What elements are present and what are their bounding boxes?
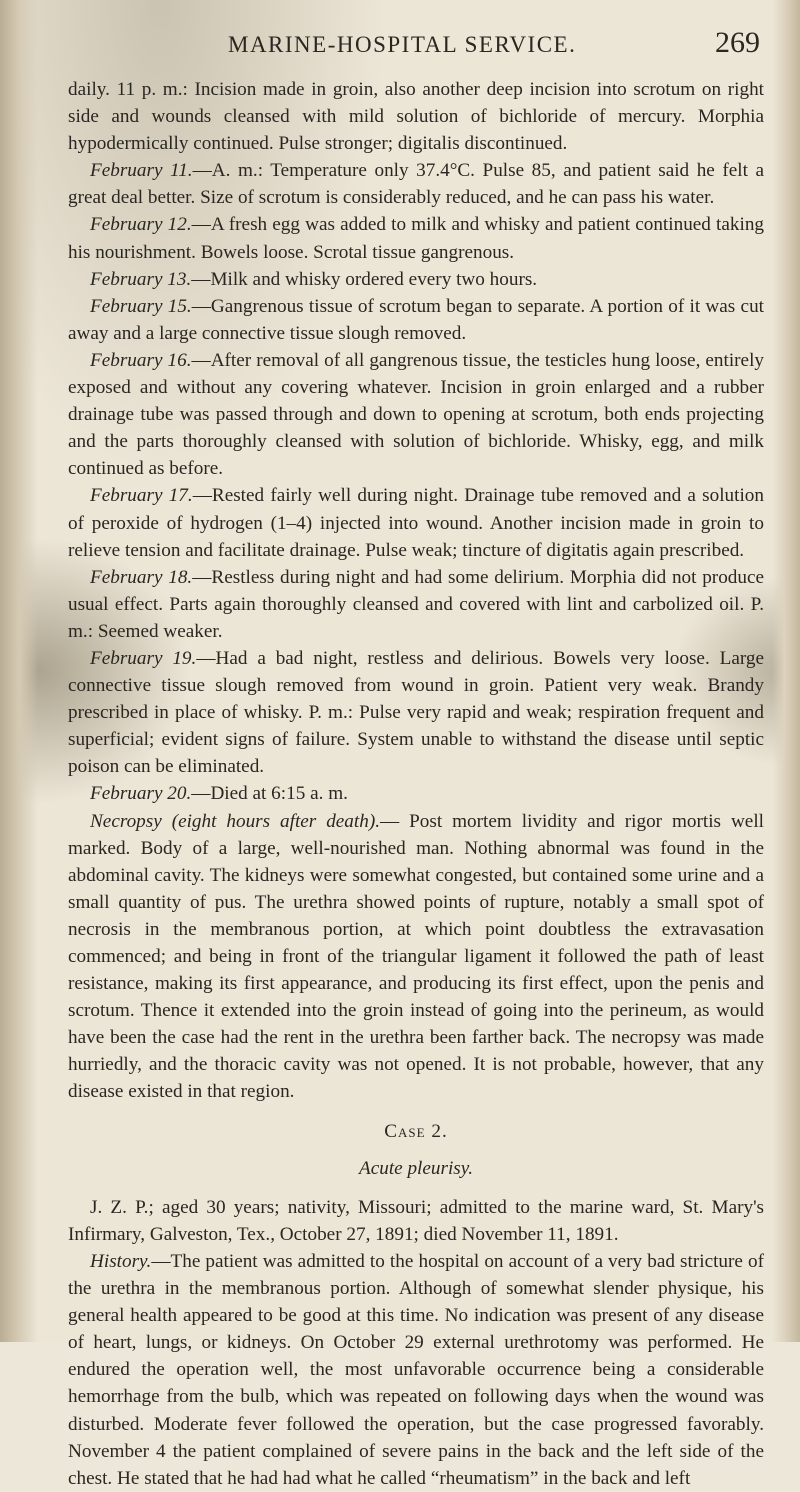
paragraph-text: —A fresh egg was added to milk and whisky and patient continued taking his nourishment. Bowels loose. Scrotal tissue gangrenous. (68, 214, 765, 263)
case-heading: Case 2. (384, 1120, 448, 1142)
entry-date: February 11. (90, 160, 193, 182)
paragraph-feb-19 (68, 645, 764, 780)
paragraph-continuation (68, 76, 764, 157)
paragraph-text: —Had a bad night, restless and delirious. Bowels very loose. Large connective tissue slough removed from wound in groin. Patient very weak. Brandy prescribed in place of whisky. P. m.: Pulse very rapid and weak; respiration frequent and superficial; evident signs of failure. System unable to withstand the disease until septic poison can be eliminated. (68, 647, 764, 778)
running-title: MARINE-HOSPITAL SERVICE. (228, 32, 577, 57)
paragraph-text: —Gangrenous tissue of scrotum began to separate. A portion of it was cut away and a large connective tissue slough removed. (68, 295, 764, 344)
paragraph-text: daily. 11 p. m.: Incision made in groin, also another deep incision into scrotum on right side and wounds cleansed with mild solution of bichloride of mercury. Morphia hypodermically continued. Pulse stronger; digitalis discontinued. (68, 79, 764, 155)
paragraph-feb-11 (68, 157, 764, 211)
paragraph-text: —After removal of all gangrenous tissue, the testicles hung loose, entirely exposed and without any covering whatever. Incision in groin enlarged and a rubber drainage tube was passed through and down to opening at scrotum, both ends projecting and the parts thoroughly cleansed with solution of bichloride. Whisky, egg, and milk continued as before. (68, 349, 765, 480)
page-number: 269 (715, 26, 760, 59)
paragraph-feb-18 (68, 564, 764, 645)
entry-date: February 16. (90, 349, 192, 371)
history-label: History. (90, 1250, 152, 1272)
page-header (100, 26, 760, 72)
case-title: Acute pleurisy. (358, 1157, 474, 1179)
entry-date: February 20. (90, 783, 192, 805)
page-right-edge (772, 0, 800, 1342)
paragraph-history (68, 1248, 764, 1492)
paragraph-text: —A. m.: Temperature only 37.4°C. Pulse 85, and patient said he felt a great deal better. Size of scrotum is considerably reduced, and he can pass his water. (68, 160, 764, 209)
paragraph-feb-17 (68, 482, 764, 563)
paragraph-text: —Milk and whisky ordered every two hours. (191, 268, 538, 290)
paragraph-necropsy (68, 808, 764, 1106)
body-text (68, 76, 764, 1492)
paragraph-text: —Restless during night and had some delirium. Morphia did not produce usual effect. Parts again thoroughly cleansed and covered with lint and carbolized oil. P. m.: Seemed weaker. (68, 566, 765, 642)
entry-date: February 19. (90, 647, 197, 669)
paragraph-text: —Rested fairly well during night. Drainage tube removed and a solution of peroxide of hydrogen (1–4) injected into wound. Another incision made in groin to relieve tension and facilitate drainage. Pulse weak; tincture of digitatis again prescribed. (68, 485, 764, 561)
case-intro: J. Z. P.; aged 30 years; nativity, Missouri; admitted to the marine ward, St. Mary's Infirmary, Galveston, Tex., October 27, 1891; died November 11, 1891. (68, 1196, 764, 1245)
entry-date: February 13. (90, 268, 192, 290)
paragraph-text: —The patient was admitted to the hospital on account of a very bad stricture of the urethra in the membranous portion. Although of somewhat slender physique, his general health appeared to be good at this time. No indication was present of any disease of heart, lungs, or kidneys. On October 29 external urethrotomy was performed. He endured the operation well, the most unfavorable occurrence being a considerable hemorrhage from the bulb, which was repeated on following days when the wound was disturbed. Moderate fever followed the operation, but the case progressed favorably. November 4 the patient complained of severe pains in the back and the left side of the chest. He stated that he had had what he called “rheumatism” in the back and left (68, 1250, 764, 1489)
paragraph-feb-20 (68, 780, 764, 807)
necropsy-label: Necropsy (eight hours after death). (90, 810, 381, 832)
paragraph-text: — Post mortem lividity and rigor mortis well marked. Body of a large, well-nourished man. Nothing abnormal was found in the abdominal cavity. The kidneys were somewhat congested, but contained some urine and a small quantity of pus. The urethra showed points of rupture, notably a small spot of necrosis in the membranous portion, at which point doubtless the extravasation commenced; and being in front of the triangular ligament it followed the path of least resistance, making its first appearance, and producing its first effect, upon the penis and scrotum. Thence it extended into the groin instead of going into the perineum, as would have been the case had the rent in the urethra been farther back. The necropsy was made hurriedly, and the thoracic cavity was not opened. It is not probable, however, that any disease existed in that region. (68, 810, 764, 1103)
entry-date: February 15. (90, 295, 192, 317)
paragraph-feb-15 (68, 293, 764, 347)
paragraph-feb-12 (68, 211, 764, 265)
paragraph-feb-16 (68, 347, 764, 482)
entry-date: February 12. (90, 214, 192, 236)
paragraph-feb-13 (68, 266, 764, 293)
entry-date: February 17. (90, 485, 193, 507)
paragraph-text: —Died at 6:15 a. m. (191, 783, 348, 805)
page-left-edge (0, 0, 38, 1342)
entry-date: February 18. (90, 566, 193, 588)
